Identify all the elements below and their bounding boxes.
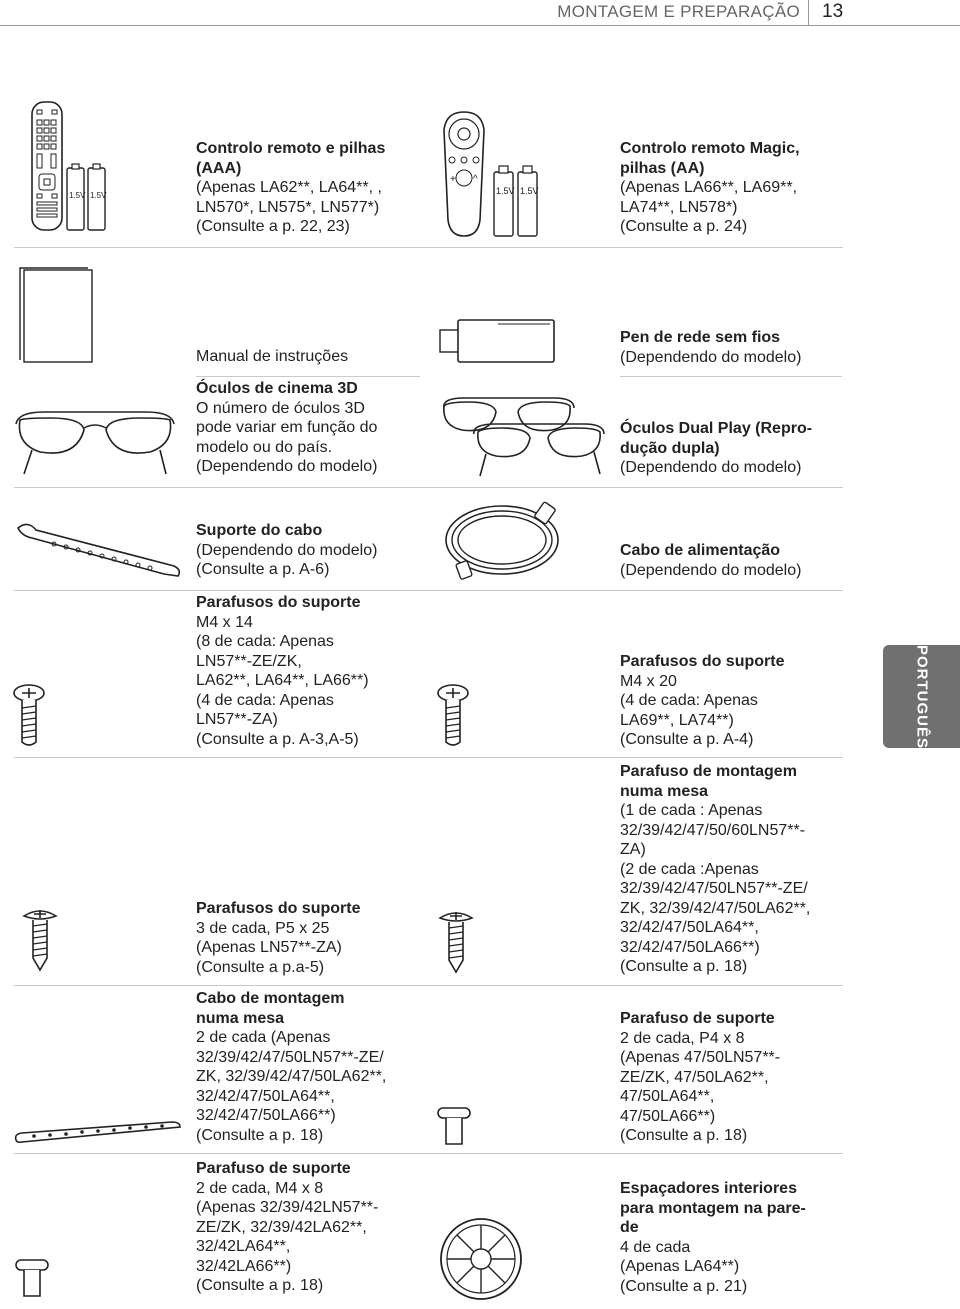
wall-mount-spacer-illustration — [436, 1214, 526, 1304]
svg-text:+: + — [450, 174, 456, 185]
spacers-body: 4 de cada (Apenas LA64**) (Consulte a p. 21) — [620, 1238, 748, 1295]
screw-m4x20-illustration — [436, 682, 470, 748]
magic-remote-title: Controlo remoto Magic, pilhas (AA) — [620, 140, 800, 177]
desk-mount-screw-text — [620, 762, 810, 977]
manual-illustration — [16, 264, 98, 368]
wifi-title: Pen de rede sem fios — [620, 329, 781, 346]
battery-label: 1.5V — [496, 186, 515, 196]
dual-play-title: Óculos Dual Play (Repro- dução dupla) — [620, 420, 813, 457]
battery-label: 1.5V — [69, 191, 86, 200]
battery-label: 1.5V — [90, 191, 107, 200]
manual-label: Manual de instruções — [196, 348, 349, 365]
screws-m4x20-body: M4 x 20 (4 de cada: Apenas LA69**, LA74**) (Consulte a p. A-4) — [620, 672, 758, 748]
spacers-title: Espaçadores interiores para montagem na pare- de — [620, 1180, 806, 1236]
row-divider — [14, 247, 843, 248]
power-cord-body: (Dependendo do modelo) — [620, 561, 802, 579]
magic-remote-text — [620, 139, 800, 237]
stand-screw-m4x8-title: Parafuso de suporte — [196, 1160, 351, 1177]
spacers-text — [620, 1179, 806, 1296]
svg-text:^: ^ — [473, 174, 478, 185]
remote-title: Controlo remoto e pilhas (AAA) — [196, 140, 386, 177]
desk-mount-cable-body: 2 de cada (Apenas 32/39/42/47/50LN57**-ZE/ ZK, 32/39/42/47/50LA62**, 32/42/47/50LA64**, 32/42/47/50LA66**) (Consulte a p. 18) — [196, 1029, 387, 1144]
3d-glasses-illustration — [10, 404, 180, 478]
desk-mount-cable-title: Cabo de montagem numa mesa — [196, 990, 345, 1027]
screws-m4x20-title: Parafusos do suporte — [620, 653, 785, 670]
wireless-dongle-illustration — [438, 316, 558, 368]
wifi-body: (Dependendo do modelo) — [620, 348, 802, 366]
screws-m4x14-title: Parafusos do suporte — [196, 594, 361, 611]
3d-glasses-body: O número de óculos 3D pode variar em função do modelo ou do país. (Dependendo do modelo) — [196, 399, 378, 475]
row-divider — [14, 1153, 843, 1154]
remote-body: (Apenas LA62**, LA64**, , LN570*, LN575*, LN577*) (Consulte a p. 22, 23) — [196, 179, 382, 235]
screws-m4x20-text — [620, 652, 784, 750]
cable-holder-text — [196, 521, 377, 580]
language-tab: PORTUGUÊS — [883, 645, 960, 748]
stand-screw-p4x8-title: Parafuso de suporte — [620, 1010, 775, 1027]
header-rule — [0, 25, 960, 26]
page-number: 13 — [822, 1, 844, 22]
magic-remote-illustration — [440, 108, 548, 240]
battery-label: 1.5V — [520, 186, 539, 196]
row-divider — [196, 376, 420, 377]
3d-glasses-text — [196, 379, 377, 477]
desk-mount-cable-illustration — [12, 1116, 184, 1146]
row-divider — [14, 487, 843, 488]
remote-text — [196, 139, 385, 237]
stand-screw-p4x8-illustration — [436, 1104, 472, 1148]
row-divider — [620, 376, 842, 377]
manual-text — [196, 347, 348, 367]
power-cord-illustration — [440, 496, 564, 586]
section-title: MONTAGEM E PREPARAÇÃO — [557, 2, 800, 21]
screws-p5x25-body: 3 de cada, P5 x 25 (Apenas LN57**-ZA) (Consulte a p.a-5) — [196, 919, 342, 976]
stand-screw-m4x8-body: 2 de cada, M4 x 8 (Apenas 32/39/42LN57**- ZE/ZK, 32/39/42LA62**, 32/42LA64**, 32/42LA66**) (Consulte a p. 18) — [196, 1179, 379, 1294]
screws-m4x14-text — [196, 593, 369, 749]
desk-mount-screw-illustration — [436, 908, 476, 974]
power-cord-title: Cabo de alimentação — [620, 542, 781, 559]
row-divider — [14, 757, 843, 758]
header-divider — [808, 0, 809, 25]
dual-play-text — [620, 419, 812, 478]
screw-m4x14-illustration — [12, 682, 46, 748]
stand-screw-p4x8-body: 2 de cada, P4 x 8 (Apenas 47/50LN57**- ZE/ZK, 47/50LA62**, 47/50LA64**, 47/50LA66**) (Consulte a p. 18) — [620, 1029, 781, 1144]
desk-mount-cable-text — [196, 989, 386, 1145]
magic-remote-body: (Apenas LA66**, LA69**, LA74**, LN578*) (Consulte a p. 24) — [620, 179, 798, 235]
remote-and-batteries-illustration — [26, 100, 112, 232]
screws-p5x25-title: Parafusos do suporte — [196, 900, 361, 917]
cable-holder-title: Suporte do cabo — [196, 522, 323, 539]
stand-screw-m4x8-text — [196, 1159, 378, 1296]
dual-play-body: (Dependendo do modelo) — [620, 459, 802, 476]
stand-screw-p4x8-text — [620, 1009, 780, 1146]
wifi-text — [620, 328, 801, 367]
row-divider — [14, 590, 843, 591]
cable-holder-illustration — [14, 514, 186, 584]
page-header — [0, 0, 960, 26]
desk-mount-screw-body: (1 de cada : Apenas 32/39/42/47/50/60LN57**- ZA) (2 de cada :Apenas 32/39/42/47/50LN57**-ZE/ ZK, 32/39/42/47/50LA62**, 32/42/47/50LA64**, 32/42/47/50LA66**) (Consulte a p. 18) — [620, 802, 811, 975]
dual-play-glasses-illustration — [434, 390, 610, 482]
power-cord-text — [620, 541, 801, 580]
3d-glasses-title: Óculos de cinema 3D — [196, 380, 358, 397]
row-divider — [14, 985, 843, 986]
stand-screw-m4x8-illustration — [14, 1256, 50, 1300]
cable-holder-body: (Dependendo do modelo) (Consulte a p. A-6) — [196, 541, 378, 578]
screws-m4x14-body: M4 x 14 (8 de cada: Apenas LN57**-ZE/ZK, LA62**, LA64**, LA66**) (4 de cada: Apenas LN57**-ZA) (Consulte a p. A-3,A-5) — [196, 613, 369, 748]
screw-p5x25-illustration — [20, 906, 60, 972]
screws-p5x25-text — [196, 899, 360, 977]
desk-mount-screw-title: Parafuso de montagem numa mesa — [620, 763, 797, 800]
